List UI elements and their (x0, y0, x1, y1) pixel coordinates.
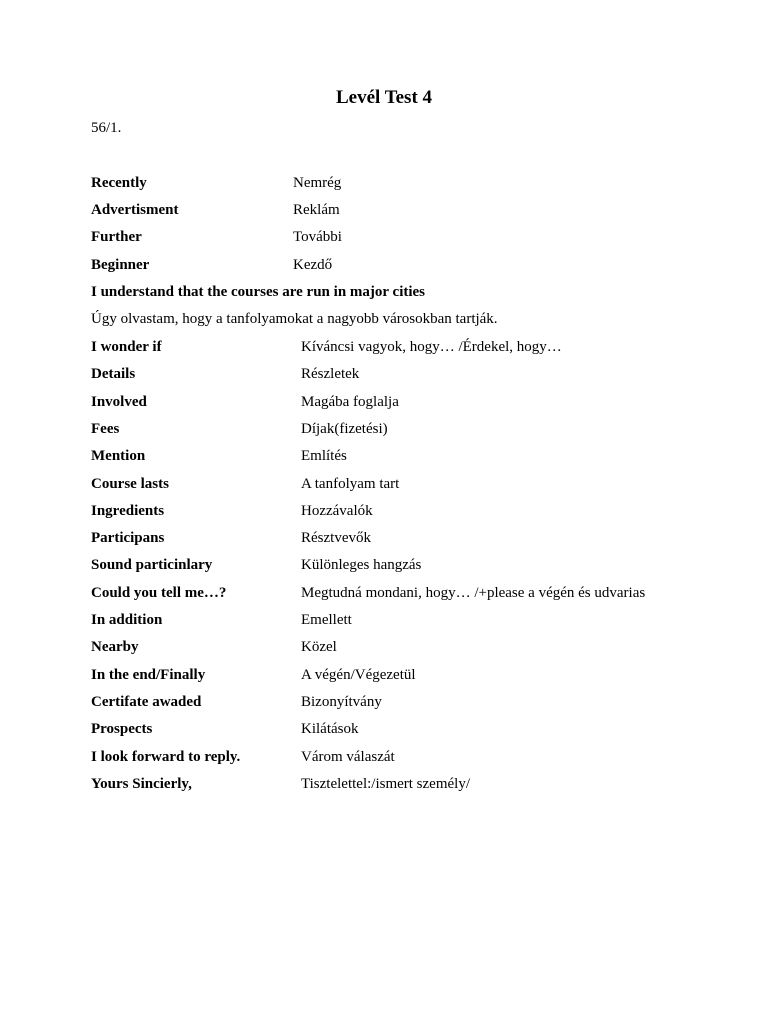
vocab-term: Mention (91, 448, 146, 464)
vocab-translation: További (293, 229, 342, 245)
document-title: Levél Test 4 (335, 87, 433, 108)
vocab-translation: Kíváncsi vagyok, hogy… /Érdekel, hogy… (301, 339, 562, 355)
vocab-row (91, 748, 395, 766)
vocab-term: I wonder if (91, 339, 162, 355)
vocab-translation: Reklám (293, 202, 340, 218)
vocab-term: Advertisment (91, 202, 179, 218)
vocab-translation: Díjak(fizetési) (301, 421, 388, 437)
vocab-translation: Közel (301, 639, 337, 655)
vocab-term: Involved (91, 394, 147, 410)
vocab-translation: Magába foglalja (301, 394, 399, 410)
vocab-term: Further (91, 229, 142, 245)
vocab-translation: A végén/Végezetül (301, 667, 416, 683)
vocab-term: Ingredients (91, 503, 165, 519)
vocab-translation: Említés (301, 448, 347, 464)
vocab-term: In the end/Finally (91, 667, 206, 683)
vocab-row (91, 475, 400, 493)
vocab-row (91, 611, 352, 629)
vocab-translation: Hozzávalók (301, 503, 373, 519)
vocab-row (91, 638, 337, 656)
vocab-term: Details (91, 366, 136, 382)
vocab-row (91, 666, 416, 684)
vocab-row (91, 529, 371, 547)
vocab-row (91, 447, 347, 465)
vocab-row (91, 420, 388, 438)
vocab-translation: Különleges hangzás (301, 557, 422, 573)
vocab-term: Beginner (91, 257, 150, 273)
vocab-translation: A tanfolyam tart (301, 476, 400, 492)
vocab-term: Recently (91, 175, 147, 191)
vocab-row (91, 174, 342, 192)
vocab-row (91, 775, 470, 793)
vocab-term: I look forward to reply. (91, 749, 241, 765)
vocab-row (91, 256, 333, 274)
vocab-translation: Bizonyítvány (301, 694, 382, 710)
example-sentence-english: I understand that the courses are run in major cities (91, 284, 426, 300)
vocab-term: Participans (91, 530, 165, 546)
vocab-term: Prospects (91, 721, 153, 737)
exercise-reference: 56/1. (91, 120, 122, 136)
vocab-row (91, 584, 646, 602)
vocab-translation: Kezdő (293, 257, 333, 273)
vocab-term: Sound particinlary (91, 557, 213, 573)
vocab-translation: Várom válaszát (301, 749, 395, 765)
vocab-row (91, 228, 342, 246)
vocab-translation: Nemrég (293, 175, 342, 191)
vocab-term: Course lasts (91, 476, 169, 492)
vocab-row (91, 556, 422, 574)
vocab-translation: Emellett (301, 612, 352, 628)
vocab-term: Could you tell me…? (91, 585, 227, 601)
vocab-translation: Résztvevők (301, 530, 371, 546)
vocab-term: Yours Sincierly, (91, 776, 192, 792)
vocab-term: Fees (91, 421, 120, 437)
vocab-translation: Részletek (301, 366, 360, 382)
vocab-row (91, 693, 382, 711)
vocab-row (91, 338, 562, 356)
vocab-row (91, 201, 340, 219)
vocab-row (91, 393, 399, 411)
vocab-term: Certifate awaded (91, 694, 202, 710)
vocab-translation: Megtudná mondani, hogy… /+please a végén és udvarias (301, 585, 646, 601)
vocab-term: In addition (91, 612, 163, 628)
vocab-row (91, 502, 373, 520)
vocab-row (91, 720, 359, 738)
vocab-term: Nearby (91, 639, 139, 655)
vocab-translation: Kilátások (301, 721, 359, 737)
vocab-row (91, 365, 360, 383)
example-sentence-hungarian: Úgy olvastam, hogy a tanfolyamokat a nagyobb városokban tartják. (91, 311, 498, 327)
vocab-translation: Tisztelettel:/ismert személy/ (301, 776, 470, 792)
